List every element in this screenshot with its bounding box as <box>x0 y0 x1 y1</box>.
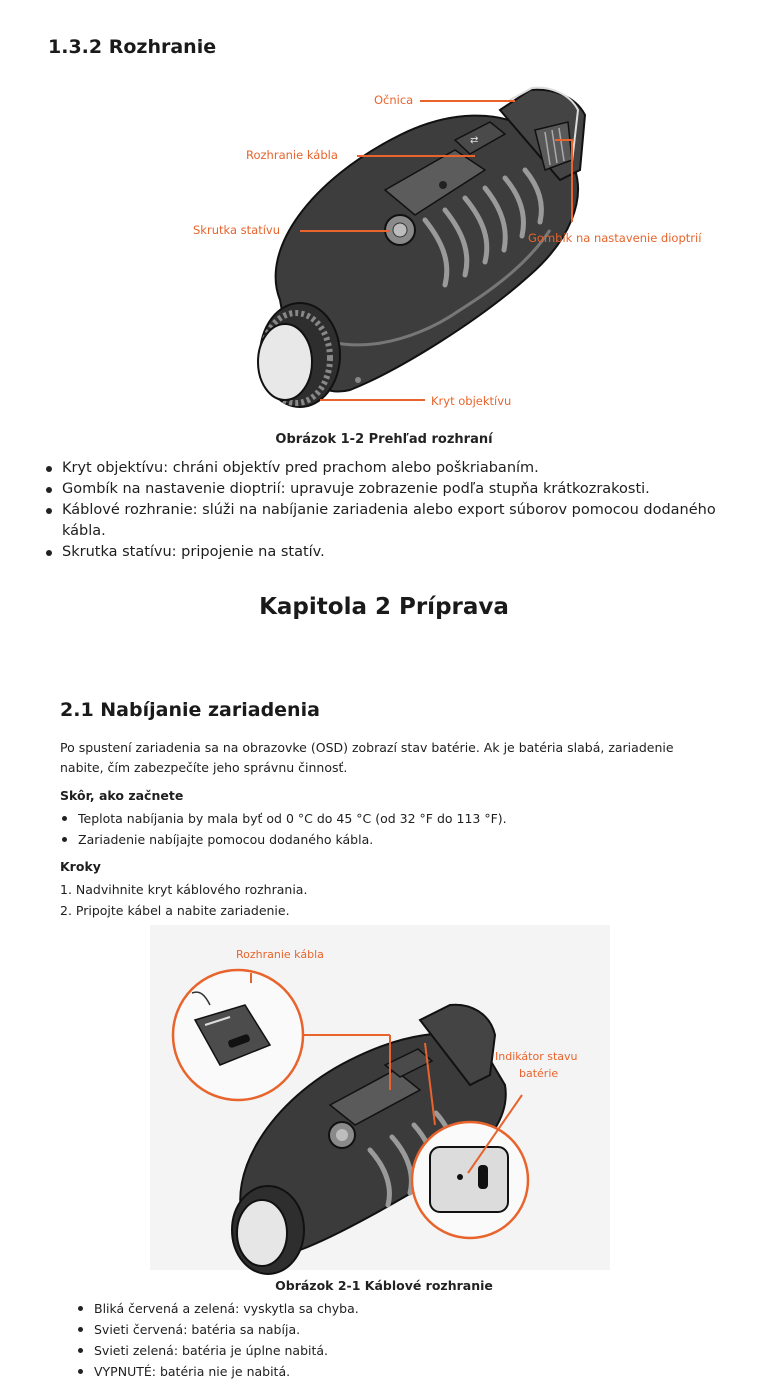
list-item: Gombík na nastavenie dioptrií: upravuje zobrazenie podľa stupňa krátkozrakosti. <box>44 479 744 500</box>
label-eyecup: Očnica <box>374 93 414 107</box>
label-cable-interface: Rozhranie kábla <box>246 148 338 162</box>
steps-list <box>60 879 700 921</box>
label-battery-indicator-line2: batérie <box>519 1067 559 1080</box>
charging-intro-paragraph: Po spustení zariadenia sa na obrazovke (OSD) zobrazí stav batérie. Ak je batéria slabá, zariadenie nabite, čím zabezpečíte jeho správnu činnosť. <box>60 740 674 775</box>
list-item: Teplota nabíjania by mala byť od 0 °C do 45 °C (od 32 °F do 113 °F). <box>60 808 700 829</box>
list-item: Svieti zelená: batéria je úplne nabitá. <box>76 1340 696 1361</box>
list-item: Svieti červená: batéria sa nabíja. <box>76 1319 696 1340</box>
label-cable-interface-2: Rozhranie kábla <box>236 948 324 961</box>
list-item: Kryt objektívu: chráni objektív pred prachom alebo poškriabaním. <box>44 458 744 479</box>
label-diopter-knob: Gombík na nastavenie dioptrií <box>528 231 702 245</box>
label-battery-indicator-line1: Indikátor stavu <box>495 1050 578 1063</box>
figure-cable-interface <box>150 925 620 1275</box>
before-you-start-list <box>60 808 700 850</box>
section-heading-2-1: 2.1 Nabíjanie zariadenia <box>60 699 320 721</box>
chapter-title: Kapitola 2 Príprava <box>259 594 509 620</box>
step-item: 2. Pripojte kábel a nabite zariadenie. <box>60 903 290 918</box>
section-heading-1-3-2: 1.3.2 Rozhranie <box>48 36 217 58</box>
list-item: Skrutka statívu: pripojenie na statív. <box>44 542 744 563</box>
list-item: VYPNUTÉ: batéria nie je nabitá. <box>76 1361 696 1382</box>
monocular-device-illustration <box>258 88 585 407</box>
battery-status-list <box>76 1298 696 1382</box>
figure-caption-1-2: Obrázok 1-2 Prehľad rozhraní <box>275 432 493 447</box>
battery-indicator-closeup <box>430 1147 508 1212</box>
interface-bullet-list <box>44 458 744 563</box>
bleed-through-text <box>285 40 294 70</box>
label-lens-cover: Kryt objektívu <box>431 394 512 408</box>
figure-caption-2-1: Obrázok 2-1 Káblové rozhranie <box>275 1278 493 1293</box>
list-item: Zariadenie nabíjajte pomocou dodaného kábla. <box>60 829 700 850</box>
list-item: Káblové rozhranie: slúži na nabíjanie zariadenia alebo export súborov pomocou dodaného kábla. <box>44 500 744 542</box>
label-tripod-screw: Skrutka statívu <box>193 223 280 237</box>
before-you-start-heading: Skôr, ako začnete <box>60 788 184 803</box>
list-item: Bliká červená a zelená: vyskytla sa chyba. <box>76 1298 696 1319</box>
steps-heading: Kroky <box>60 859 101 874</box>
step-item: 1. Nadvihnite kryt káblového rozhrania. <box>60 882 308 897</box>
svg-text:⇄: ⇄ <box>470 135 479 146</box>
